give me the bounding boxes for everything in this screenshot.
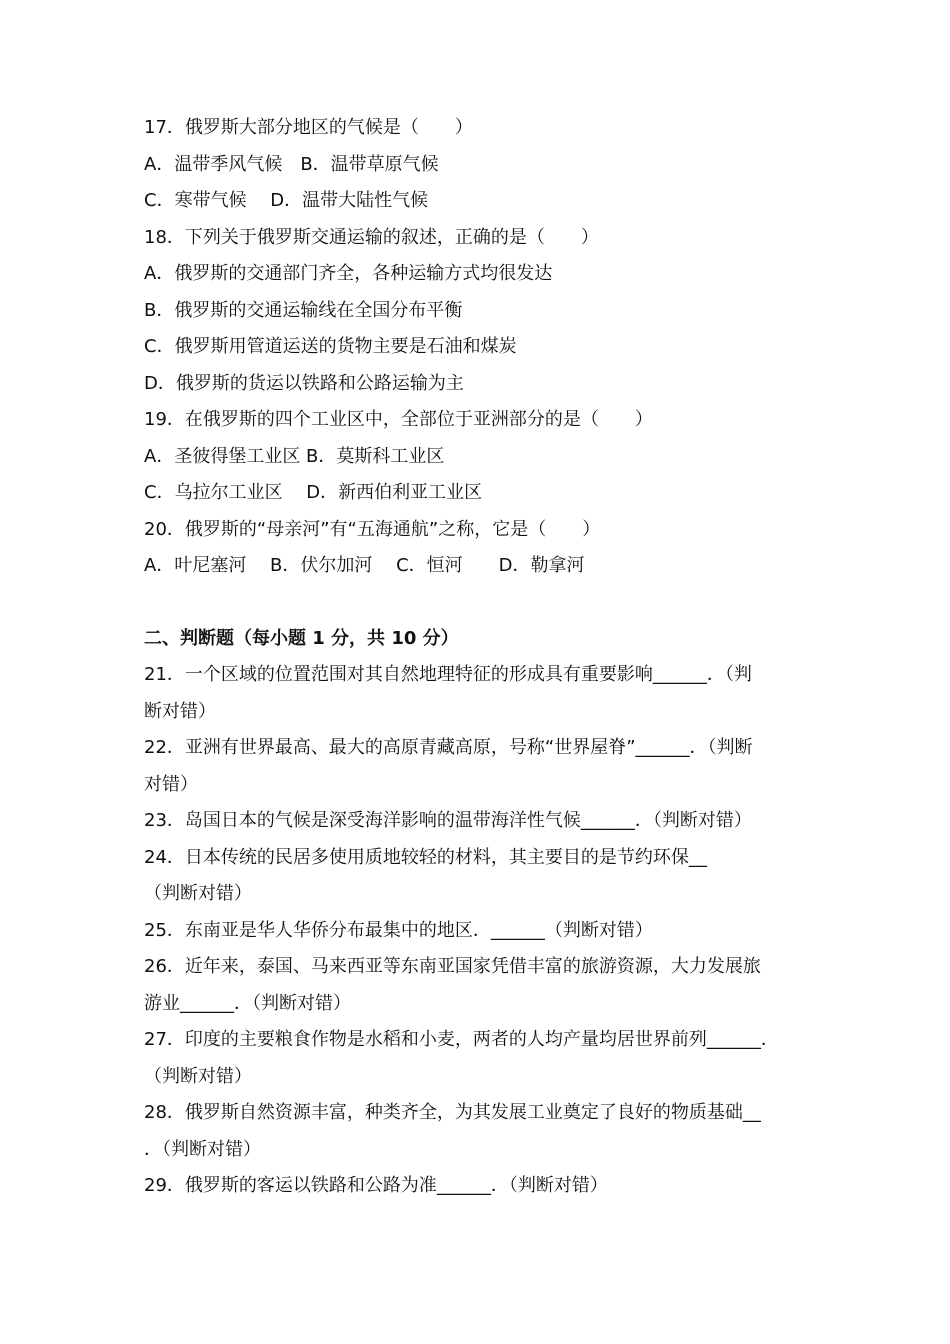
question-17-stem: 17．俄罗斯大部分地区的气候是（ ）: [144, 117, 473, 138]
question-23-line-1: 23．岛国日本的气候是深受海洋影响的温带海洋性气候______．（判断对错）: [144, 810, 752, 831]
question-18-stem: 18．下列关于俄罗斯交通运输的叙述，正确的是（ ）: [144, 226, 599, 248]
question-20-options: A．叶尼塞河 B．伏尔加河 C．恒河 D．勒拿河: [144, 555, 585, 576]
question-22-line-2: 对错）: [144, 773, 198, 795]
question-20-stem: 20．俄罗斯的“母亲河”有“五海通航”之称，它是（ ）: [144, 518, 601, 540]
question-21-line-1: 21．一个区域的位置范围对其自然地理特征的形成具有重要影响______．（判: [144, 664, 752, 685]
question-26-line-2: 游业______．（判断对错）: [144, 992, 351, 1014]
question-17-options-ab: A．温带季风气候 B．温带草原气候: [144, 153, 439, 175]
question-29-line-1: 29．俄罗斯的客运以铁路和公路为准______．（判断对错）: [144, 1175, 608, 1196]
question-24-line-1: 24．日本传统的民居多使用质地较轻的材料，其主要目的是节约环保__: [144, 846, 707, 868]
question-17-options-cd: C．寒带气候 D．温带大陆性气候: [144, 190, 429, 211]
question-28-line-1: 28．俄罗斯自然资源丰富，种类齐全，为其发展工业奠定了良好的物质基础__: [144, 1102, 761, 1123]
question-18-option-c: C．俄罗斯用管道运送的货物主要是石油和煤炭: [144, 336, 517, 357]
question-18-option-d: D．俄罗斯的货运以铁路和公路运输为主: [144, 372, 464, 394]
question-27-line-2: （判断对错）: [144, 1065, 252, 1087]
question-19-options-cd: C．乌拉尔工业区 D．新西伯利亚工业区: [144, 482, 483, 503]
question-18-option-a: A．俄罗斯的交通部门齐全，各种运输方式均很发达: [144, 263, 553, 284]
question-21-line-2: 断对错）: [144, 700, 216, 722]
question-18-option-b: B．俄罗斯的交通运输线在全国分布平衡: [144, 299, 463, 321]
question-27-line-1: 27．印度的主要粮食作物是水稻和小麦，两者的人均产量均居世界前列______．: [144, 1029, 779, 1050]
section-2-heading: 二、判断题（每小题 1 分，共 10 分）: [144, 627, 459, 649]
question-24-line-2: （判断对错）: [144, 883, 252, 904]
question-19-stem: 19．在俄罗斯的四个工业区中，全部位于亚洲部分的是（ ）: [144, 409, 653, 430]
question-28-line-2: ．（判断对错）: [144, 1138, 261, 1160]
question-26-line-1: 26．近年来，泰国、马来西亚等东南亚国家凭借丰富的旅游资源，大力发展旅: [144, 956, 761, 977]
question-22-line-1: 22．亚洲有世界最高、最大的高原青藏高原，号称“世界屋脊”______．（判断: [144, 737, 753, 758]
question-19-options-ab: A．圣彼得堡工业区 B．莫斯科工业区: [144, 445, 445, 467]
section-gap: [144, 585, 824, 621]
question-25-line-1: 25．东南亚是华人华侨分布最集中的地区．______（判断对错）: [144, 919, 653, 941]
exam-page: [144, 110, 824, 1205]
